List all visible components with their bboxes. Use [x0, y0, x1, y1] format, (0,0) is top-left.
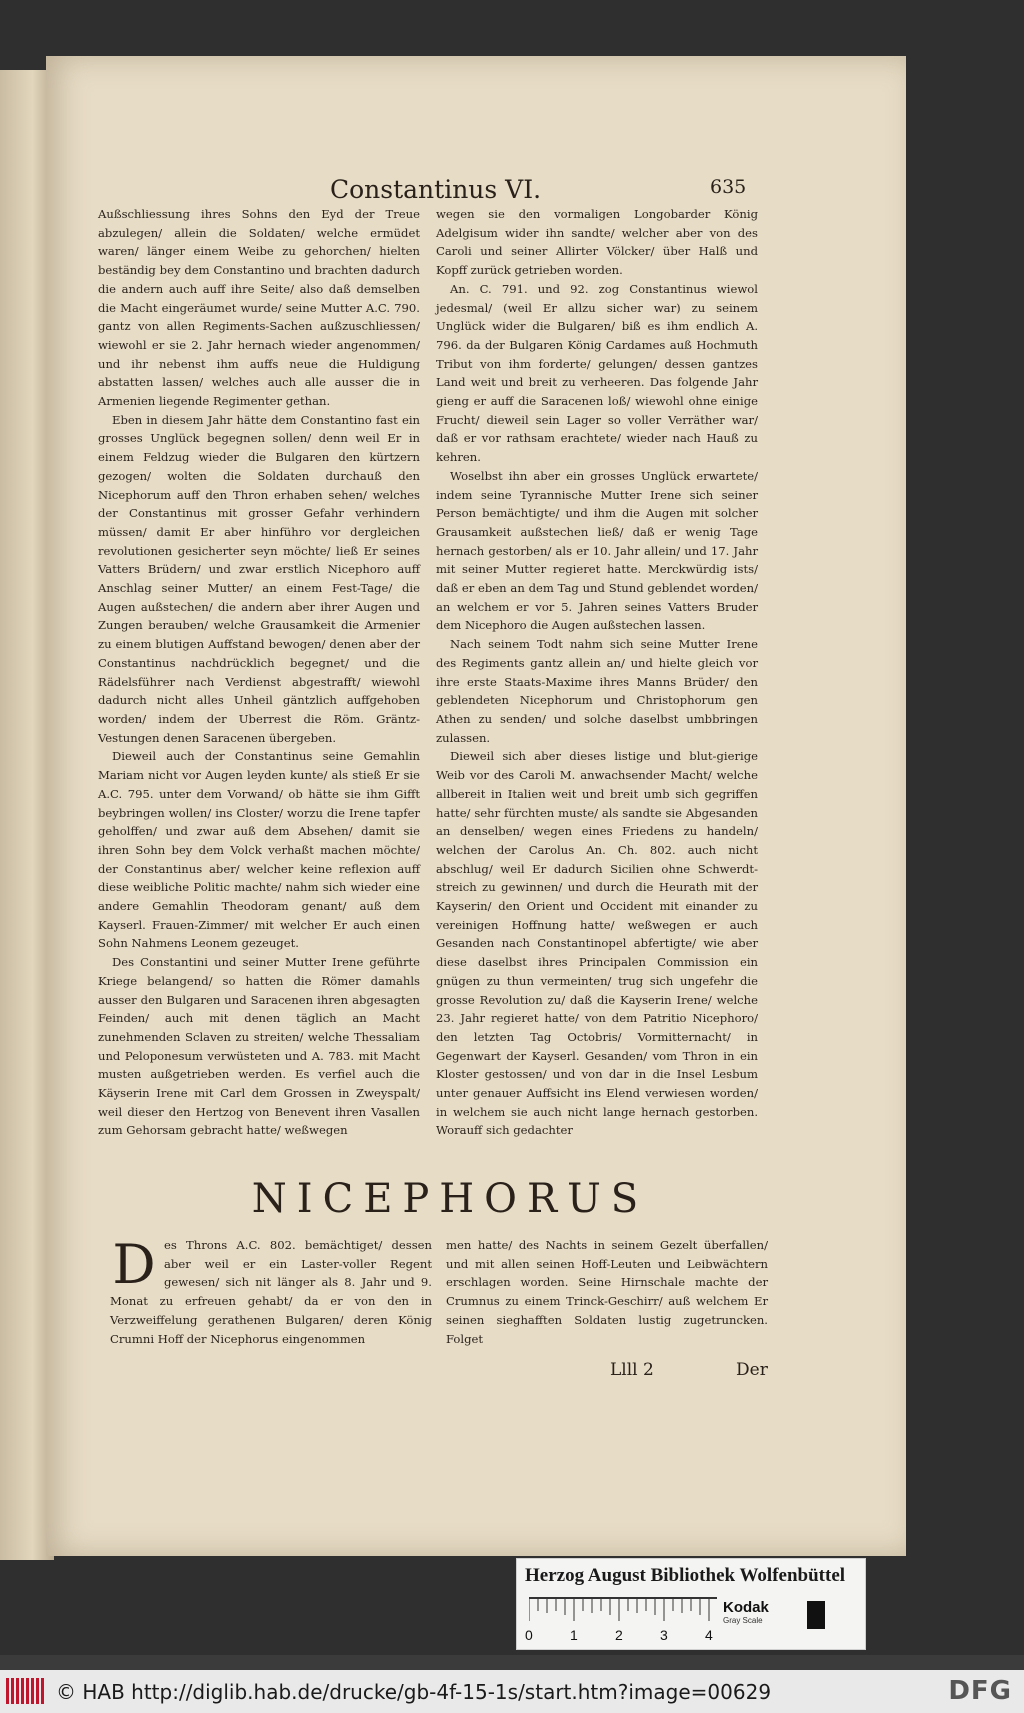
ruler-number: 3 [660, 1627, 668, 1643]
left-text-column [98, 205, 420, 1140]
library-color-card [516, 1558, 866, 1650]
ruler-number: 1 [570, 1627, 578, 1643]
paragraph: An. C. 791. und 92. zog Constantinus wiewol jedesmal/ (weil Er allzu sicher war) zu seinem Unglück wider die Bulgaren/ biß es ihm endlich A. 796. da der Bulgaren König Cardames auß Hochmuth Tribut von ihm forderte/ gelungen/ dessen gantzes Land weit und breit zu verheeren. Das folgende Jahr gieng er auff die Saracenen loß/ wiewohl ohne einige Frucht/ dieweil sein Lager so voller Verräther war/ daß er vor rathsam erachtete/ wieder nach Hauß zu kehren. [436, 281, 758, 465]
paragraph: Eben in diesem Jahr hätte dem Constantino fast ein grosses Unglück begegnen sollen/ denn weil Er in einem Feldzug wieder die Bulgaren den kürtzern gezogen/ wolten die Soldaten durchauß den Nicephorum auff den Thron erhaben sehen/ welches der Constantinus mit grosser Gefahr verhindern müssen/ damit Er aber hinführo vor dergleichen revolutionen gesicherter seyn möchte/ ließ Er seines Vatters Brüdern/ und zwar erstlich Nicephoro auff Anschlag seiner Mutter/ an einem Fest-Tage/ die Augen außstechen/ die andern aber ihrer Augen und Zungen berauben/ welche Grausamkeit die Armenier zu einem blutigen Auffstand bewogen/ denen aber der Constantinus nachdrücklich begegnet/ und die Rädelsführer nach Verdienst abgestrafft/ wiewohl dadurch nicht alles Unheil gäntzlich auffgehoben worden/ indem der Uberrest die Röm. Gräntz-Vestungen denen Saracenen übergeben. [98, 412, 420, 745]
paragraph: wegen sie den vormaligen Longobarder König Adelgisum wider ihn sandte/ welcher aber von des Caroli und seiner Allirter Völcker/ über Halß und Kopff zurück getrieben worden. [436, 207, 758, 278]
right-text-column [436, 205, 758, 1140]
paragraph: Dieweil sich aber dieses listige und blut-gierige Weib vor des Caroli M. anwachsender Macht/ welche allbereit in Italien weit und breit umb sich gegriffen hatte/ sehr fürchten muste/ als sandte sie Abgesanden an denselben/ wegen eines Friedens zu handeln/ welchen der Carolus An. Ch. 802. auch nicht abschlug/ weil Er dadurch Sicilien ohne Schwerdt-streich zu gewinnen/ und durch die Heurath mit der Kayserin/ den Orient und Occident mit einander zu vereinigen Hoffnung hatte/ weßwegen er auch Gesanden nach Constantinopel abfertigte/ wie aber diese daselbst ihres Principalen Commission ein gnügen zu thun vermeinten/ trug sich ungefehr die grosse Revolution zu/ daß die Kayserin Irene/ welche 23. Jahr regieret hatte/ von dem Patritio Nicephoro/ den letzten Tag Octobris/ Vormitternacht/ in Gegenwart der Kayserl. Gesanden/ vom Thron in ein Kloster gestossen/ und von dar in die Insel Lesbum unter genauer Auffsicht ins Elend verwiesen worden/ in welchem sie auch nicht lange hernach gestorben. Worauff sich gedachter [436, 749, 758, 1138]
paragraph: Außschliessung ihres Sohns den Eyd der Treue abzulegen/ allein die Soldaten/ welche ermüdet waren/ länger einem Weibe zu gehorchen/ hielten beständig bey dem Constantino und brachten dadurch die andern auch auff ihre Seite/ also daß demselben die Macht eingeräumet wurde/ seine Mutter A.C. 790. gantz von allen Regiments-Sachen außzuschliessen/ wiewohl er sie 2. Jahr hernach wieder angenommen/ und ihr nebenst ihm auffs neue die Huldigung abstatten lassen/ welches auch alle ausser die in Armenien liegende Regimenter gethan. [98, 207, 420, 409]
running-head: Constantinus VI. [330, 175, 542, 204]
gray-scale-label: Gray Scale [723, 1616, 763, 1625]
paragraph: Dieweil auch der Constantinus seine Gemahlin Mariam nicht vor Augen leyden kunte/ als stieß Er sie A.C. 795. unter dem Vorwand/ ob hätte sie ihm Gifft beybringen wollen/ ins Closter/ worzu die Irene tapfer geholffen/ und zwar auß dem Absehen/ damit sie ihren Sohn bey dem Volck verhaßt machen möchte/ der Constantinus aber/ welcher keine reflexion auff diese weibliche Politic machte/ nahm sich wieder eine andere Gemahlin Theodoram genant/ auß dem Kayserl. Frauen-Zimmer/ mit welcher Er auch einen Sohn Nahmens Leonem gezeuget. [98, 749, 420, 951]
signature-mark: Llll 2 [610, 1360, 654, 1380]
section-heading: NICEPHORUS [251, 1176, 649, 1222]
section-right-column [446, 1236, 768, 1348]
catchword: Der [736, 1360, 768, 1380]
kodak-label: Kodak [723, 1599, 769, 1616]
paragraph: Woselbst ihn aber ein grosses Unglück erwartete/ indem seine Tyrannische Mutter Irene sich seiner Person bemächtigte/ und ihm die Augen mit solcher Grausamkeit außstechen ließ/ daß er wenig Tage hernach gestorben/ als er 10. Jahr allein/ und 17. Jahr mit seiner Mutter regieret hatte. Merckwürdig ists/ daß er eben an dem Tag und Stund geblendet worden/ an welchem er vor 5. Jahren seines Vatters Bruder dem Nicephoro die Augen außstechen lassen. [436, 468, 758, 633]
paragraph: Des Constantini und seiner Mutter Irene geführte Kriege belangend/ so hatten die Römer damahls ausser den Bulgaren und Saracenen ihren abgesagten Feinden/ auch mit denen täglich an Macht zunehmenden Sclaven zu streiten/ welche Thessaliam und Peloponesum verwüsteten und A. 783. mit Macht musten außgetrieben werden. Es verfiel auch die Käyserin Irene mit Carl dem Grossen in Zweyspalt/ weil dieser den Hertzog von Benevent ihren Vasallen zum Gehorsam gebracht hatte/ weßwegen [98, 955, 420, 1138]
barcode-icon [6, 1678, 46, 1704]
dfg-logo: DFG [948, 1676, 1012, 1706]
ruler-number: 0 [525, 1627, 533, 1643]
ruler-ticks-icon [529, 1599, 717, 1625]
gray-patch-icon [807, 1601, 825, 1629]
ruler-number: 4 [705, 1627, 713, 1643]
kodak-gray-scale [723, 1599, 833, 1633]
paragraph: men hatte/ des Nachts in seinem Gezelt überfallen/ und mit allen seinen Hoff-Leuten und Leibwächtern erschlagen worden. Seine Hirnschale machte der Crumnus zu einem Trinck-Geschirr/ auß welchem Er seinen sieghafften Soldaten lustig zugetruncken. Folget [446, 1238, 768, 1346]
library-name: Herzog August Bibliothek Wolfenbüttel [525, 1565, 846, 1586]
decorated-initial: D [112, 1233, 156, 1296]
copyright-url[interactable]: © HAB http://diglib.hab.de/drucke/gb-4f-15-1s/start.htm?image=00629 [56, 1680, 772, 1704]
section-left-column [110, 1233, 432, 1348]
page-number: 635 [710, 176, 747, 198]
footer-bar [0, 1670, 1024, 1713]
paragraph: Nach seinem Todt nahm sich seine Mutter Irene des Regiments gantz allein an/ und hielte gleich vor ihre erste Staats-Maxime ihres Manns Brüder/ den geblendeten Nicephorum und Christophorum gen Athen zu senden/ und solche daselbst umbbringen zulassen. [436, 637, 758, 745]
scale-ruler [525, 1597, 717, 1643]
paragraph: es Throns A.C. 802. bemächtiget/ dessen aber weil er ein Laster-voller Regent gewesen/ sich nit länger als 8. Jahr und 9. Monat zu erfreuen gehabt/ da er von den in Verzweiffelung gerathenen Bulgaren/ deren König Crumni Hoff der Nicephorus eingenommen [110, 1238, 432, 1346]
ruler-number: 2 [615, 1627, 623, 1643]
